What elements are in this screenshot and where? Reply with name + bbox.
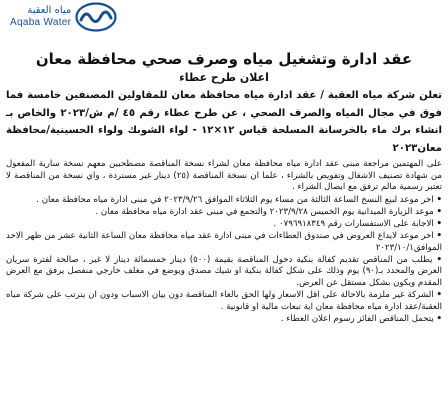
logo-text <box>10 5 71 29</box>
logo-name-ar: مياه العقبة <box>27 5 72 16</box>
water-drop-logo-icon <box>75 2 117 32</box>
list-item <box>6 207 442 219</box>
list-item <box>6 255 442 290</box>
list-item <box>6 314 442 326</box>
bullet-icon: • <box>436 206 442 217</box>
logo-name-en: Aqaba Water <box>10 17 72 28</box>
purchase-instructions: على المهتمين مراجعة مبنى عقد ادارة مياه محافظة معان لشراء نسخة المناقصة مصطحبين معهم نسخة سارية المفعول من شهادة تصنيف الاشغال وتفويض بالشراء ، علما ان نسخة المناقصة (٢٥) دينار غير مستردة ، واي نسخة من المناقصة لا تعتبر رسمية مالم ترفق مع ايصال الشراء . <box>6 159 442 193</box>
tender-intro: تعلن شركة مياه العقبة / عقد ادارة مياه محافظة معان للمقاولين المصنفين خامسة فما فوق في مجال المياه والصرف الصحي ، عن طرح عطاء رقم ٤٥ /م ش/٢٠٢٣ والخاص بـ انشاء برك ماء بالخرسانة المسلحة قياس ١٢×١٢ - لواء الشوبك ولواء الحسينية/محافظة معان٢٠٢٣ <box>6 90 442 154</box>
bullet-icon: • <box>436 254 442 265</box>
list-item <box>6 231 442 254</box>
bullet-icon: • <box>436 218 442 229</box>
aqaba-water-logo <box>10 2 117 32</box>
announcement-subtitle: اعلان طرح عطاء <box>179 71 269 84</box>
list-item <box>6 195 442 207</box>
bullet-icon: • <box>436 290 443 301</box>
bullet-text: يطلب من المناقص تقديم كفالة بنكية دخول المناقصة بقيمة (٥٠٠) دينار خمسمائة دينار لا غير ، صالحة لفترة سريان العرض والمحدد بـ(٩٠) يوم وذلك على شكل كفالة بنكية او شيك مصدق ويوضع في مغلف خارجي منفصل يرفق مع العرض المقدم ويكون بشكل مستقل عن العرض. <box>6 254 442 288</box>
bullet-text: موعد الزيارة الميدانية يوم الخميس ٢٠٢٣/٩/٢٨ والتجمع في مبنى عقد ادارة مياه محافظة معان . <box>95 206 434 217</box>
list-item <box>6 290 442 313</box>
bullet-icon: • <box>436 194 442 205</box>
bullet-icon: • <box>436 313 442 324</box>
bullet-text: الشركة غير ملزمة بالاحالة على اقل الاسعار ولها الحق بالغاء المناقصة دون بيان الاسباب ودون ان يترتب على شركة مياه العقبة/عقد ادارة مياه محافظة معان اية تبعات مالية او قانونية . <box>6 290 442 312</box>
bullet-text: اخر موعد لبيع النسخ الساعة الثالثة من مساء يوم الثلاثاء الموافق ٢٠٢٣/٩/٢٦ في مبنى ادارة مياه محافظة معان . <box>36 194 434 205</box>
list-item <box>6 219 442 231</box>
bullet-icon: • <box>436 231 442 242</box>
bullet-text: يتحمل المناقص الفائز رسوم اعلان العطاء . <box>280 313 434 324</box>
page-title: عقد ادارة وتشغيل مياه وصرف صحي محافظة معان <box>35 50 413 68</box>
bullet-text: اخر موعد لايداع العروض في صندوق العطاءات في مبنى ادارة عقد مياه محافظة معان الساعة الثانية عشر من ظهر الاحد الموافق٢٠٢٣/١٠/١ <box>6 231 442 253</box>
bullet-text: الاجابة على الاستفسارات رقم ٠٧٩٦٩١٨٣٤٩ . <box>273 218 434 229</box>
tender-body <box>6 159 442 325</box>
